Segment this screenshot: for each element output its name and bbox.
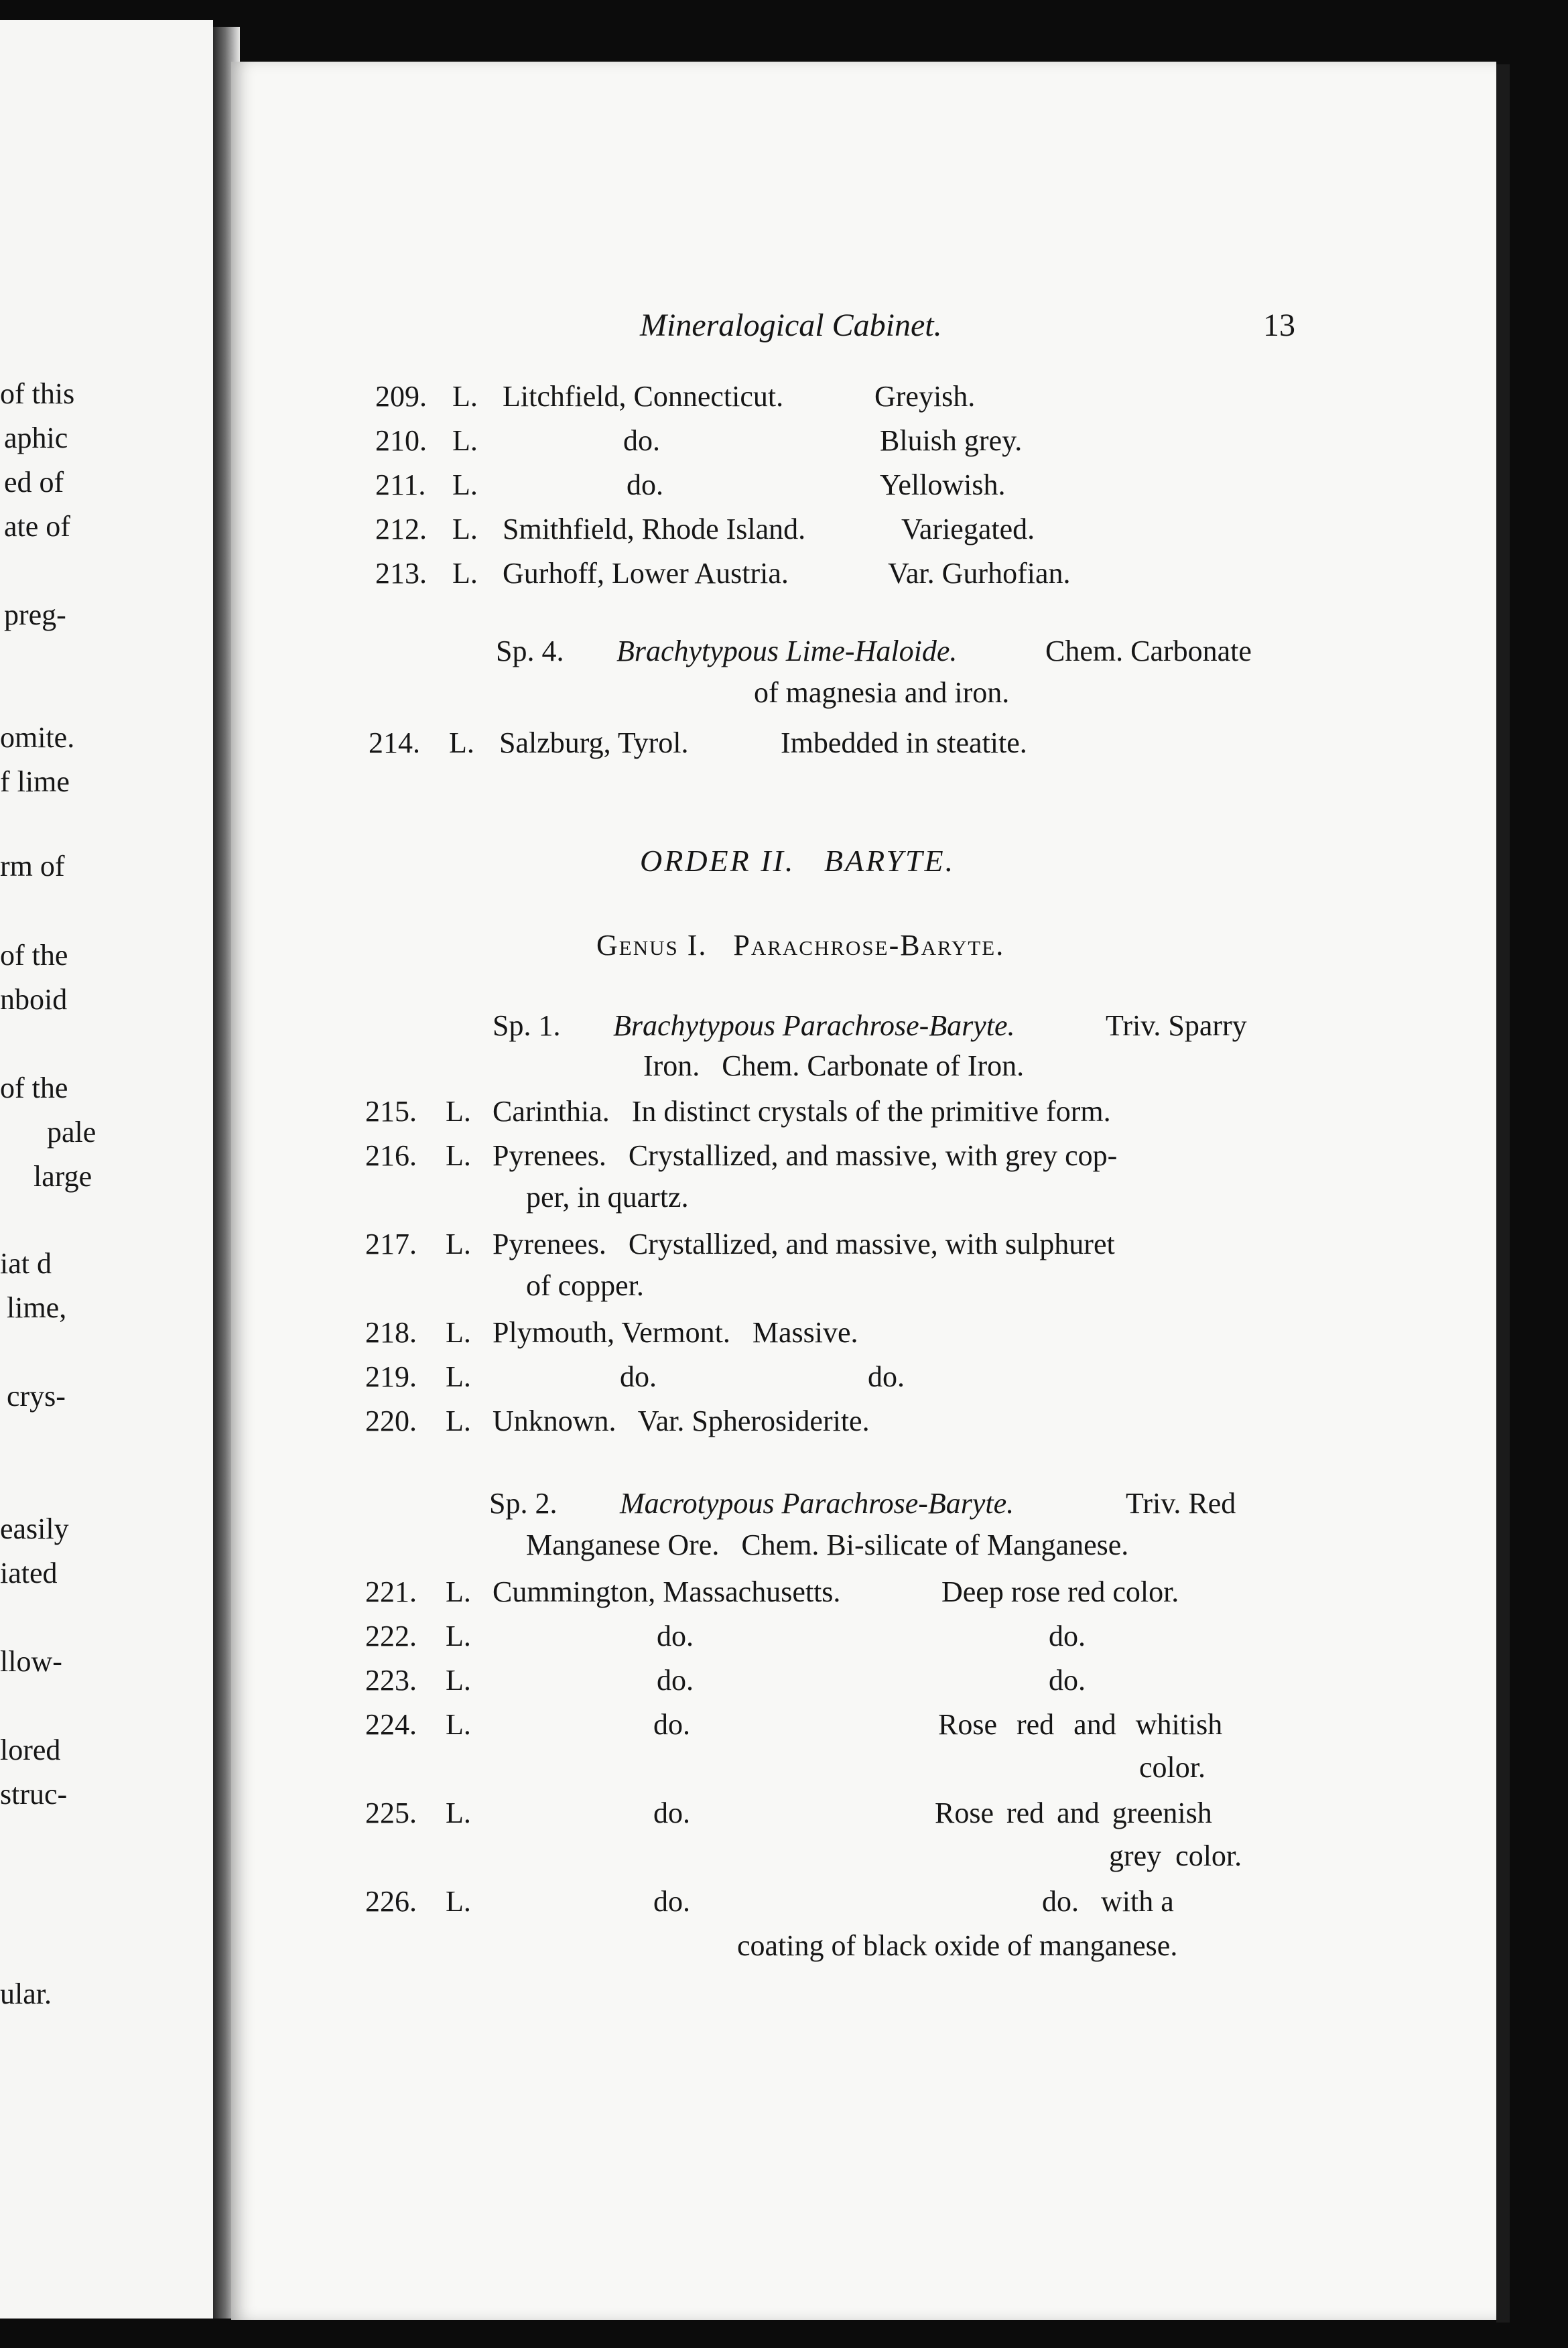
entry-description-continued: color. xyxy=(1139,1751,1205,1784)
entry-number: 222. xyxy=(365,1620,417,1652)
entry-text-continued: per, in quartz. xyxy=(526,1181,689,1214)
entry-mark: L. xyxy=(452,424,478,457)
entry-text: Plymouth, Vermont. Massive. xyxy=(493,1316,858,1349)
facing-page-text: rm of xyxy=(0,850,65,883)
entry-text: Pyrenees. Crystallized, and massive, with grey cop- xyxy=(493,1139,1118,1172)
species-chemistry-continued: Iron. Chem. Carbonate of Iron. xyxy=(643,1049,1025,1082)
page-number: 13 xyxy=(1263,308,1295,343)
facing-page-text: pale xyxy=(47,1116,96,1149)
entry-number: 217. xyxy=(365,1228,417,1260)
facing-page-text: iat d xyxy=(0,1247,52,1280)
entry-number: 215. xyxy=(365,1095,417,1128)
entry-description: Yellowish. xyxy=(880,468,1006,501)
facing-page-text: large xyxy=(34,1160,92,1193)
entry-number: 214. xyxy=(369,726,420,759)
entry-locality: do. xyxy=(657,1664,694,1697)
entry-mark: L. xyxy=(452,380,478,413)
entry-description-continued: coating of black oxide of manganese. xyxy=(737,1929,1178,1962)
entry-number: 226. xyxy=(365,1885,417,1918)
entry-description: Bluish grey. xyxy=(880,424,1023,457)
entry-number: 213. xyxy=(375,557,427,590)
entry-mark: L. xyxy=(446,1885,471,1918)
entry-mark: L. xyxy=(446,1316,471,1349)
entry-number: 212. xyxy=(375,513,427,545)
facing-page-text: f lime xyxy=(0,765,70,798)
entry-number: 211. xyxy=(375,468,426,501)
facing-page-text: aphic xyxy=(4,421,68,454)
species-name: Macrotypous Parachrose-Baryte. xyxy=(620,1487,1015,1520)
entry-description: Rose red and whitish xyxy=(938,1708,1223,1741)
facing-page-text: struc- xyxy=(0,1778,68,1811)
entry-description: Rose red and greenish xyxy=(935,1797,1212,1829)
entry-description: Deep rose red color. xyxy=(941,1575,1179,1608)
entry-description: Greyish. xyxy=(874,380,976,413)
entry-number: 219. xyxy=(365,1360,417,1393)
genus-heading: Genus I. Parachrose-Baryte. xyxy=(596,929,1005,962)
species-name: Brachytypous Lime-Haloide. xyxy=(616,635,958,667)
facing-page-text: ular. xyxy=(0,1977,52,2010)
facing-page-text: omite. xyxy=(0,721,75,754)
facing-page-text: preg- xyxy=(4,598,66,631)
facing-page-text: of the xyxy=(0,1071,68,1104)
species-label: Sp. 2. xyxy=(489,1487,558,1520)
entry-locality: do. xyxy=(620,1360,657,1393)
book-page xyxy=(231,62,1496,2320)
species-chemistry: Triv. Red xyxy=(1126,1487,1236,1520)
entry-locality: Cummington, Massachusetts. xyxy=(493,1575,841,1608)
entry-locality: Gurhoff, Lower Austria. xyxy=(503,557,789,590)
species-label: Sp. 1. xyxy=(493,1009,561,1042)
entry-mark: L. xyxy=(452,557,478,590)
entry-description-continued: grey color. xyxy=(1109,1839,1242,1872)
entry-text: Pyrenees. Crystallized, and massive, with sulphuret xyxy=(493,1228,1115,1260)
species-chemistry: Chem. Carbonate xyxy=(1045,635,1252,667)
entry-mark: L. xyxy=(452,513,478,545)
facing-page-text: easily xyxy=(0,1512,69,1545)
facing-page-text: of the xyxy=(0,939,68,972)
entry-number: 220. xyxy=(365,1405,417,1437)
entry-text: Unknown. Var. Spherosiderite. xyxy=(493,1405,870,1437)
entry-mark: L. xyxy=(446,1575,471,1608)
entry-locality: do. xyxy=(657,1620,694,1652)
entry-locality: Smithfield, Rhode Island. xyxy=(503,513,806,545)
entry-description: do. xyxy=(1049,1620,1086,1652)
facing-page-text: nboid xyxy=(0,983,68,1016)
entry-mark: L. xyxy=(449,726,474,759)
page-edge xyxy=(1496,64,1510,2323)
facing-page-text: lime, xyxy=(7,1291,67,1324)
entry-mark: L. xyxy=(446,1360,471,1393)
entry-mark: L. xyxy=(446,1228,471,1260)
entry-mark: L. xyxy=(446,1664,471,1697)
entry-locality: do. xyxy=(653,1708,690,1741)
entry-locality: do. xyxy=(627,468,663,501)
entry-mark: L. xyxy=(446,1620,471,1652)
entry-description: do. with a xyxy=(1042,1885,1174,1918)
facing-page-text: llow- xyxy=(0,1645,62,1678)
entry-mark: L. xyxy=(446,1095,471,1128)
entry-text: Carinthia. In distinct crystals of the primitive form. xyxy=(493,1095,1111,1128)
species-name: Brachytypous Parachrose-Baryte. xyxy=(613,1009,1015,1042)
entry-text-continued: of copper. xyxy=(526,1269,644,1302)
species-chemistry-continued: Manganese Ore. Chem. Bi-silicate of Manganese. xyxy=(526,1528,1129,1561)
facing-page-text: ed of xyxy=(4,466,64,499)
entry-mark: L. xyxy=(446,1405,471,1437)
entry-number: 223. xyxy=(365,1664,417,1697)
facing-page-text: iated xyxy=(0,1557,58,1589)
entry-locality: do. xyxy=(623,424,660,457)
entry-locality: do. xyxy=(653,1797,690,1829)
entry-number: 216. xyxy=(365,1139,417,1172)
entry-mark: L. xyxy=(446,1797,471,1829)
entry-description: do. xyxy=(1049,1664,1086,1697)
entry-locality: Salzburg, Tyrol. xyxy=(499,726,689,759)
species-chemistry: Triv. Sparry xyxy=(1106,1009,1247,1042)
facing-page-text: of this xyxy=(0,377,75,410)
entry-locality: do. xyxy=(653,1885,690,1918)
entry-description: Variegated. xyxy=(901,513,1035,545)
entry-number: 210. xyxy=(375,424,427,457)
entry-number: 225. xyxy=(365,1797,417,1829)
entry-description: Var. Gurhofian. xyxy=(888,557,1071,590)
entry-number: 224. xyxy=(365,1708,417,1741)
facing-page-text: ate of xyxy=(4,510,70,543)
facing-page xyxy=(0,20,213,2319)
order-heading: ORDER II. BARYTE. xyxy=(640,844,956,878)
species-label: Sp. 4. xyxy=(496,635,564,667)
entry-locality: Litchfield, Connecticut. xyxy=(503,380,784,413)
entry-number: 221. xyxy=(365,1575,417,1608)
entry-number: 218. xyxy=(365,1316,417,1349)
entry-description: Imbedded in steatite. xyxy=(781,726,1027,759)
running-title: Mineralogical Cabinet. xyxy=(640,308,942,343)
entry-description: do. xyxy=(868,1360,905,1393)
entry-mark: L. xyxy=(446,1139,471,1172)
species-chemistry-continued: of magnesia and iron. xyxy=(754,676,1010,709)
entry-mark: L. xyxy=(452,468,478,501)
entry-number: 209. xyxy=(375,380,427,413)
entry-mark: L. xyxy=(446,1708,471,1741)
facing-page-text: crys- xyxy=(7,1380,66,1413)
facing-page-text: lored xyxy=(0,1734,61,1766)
